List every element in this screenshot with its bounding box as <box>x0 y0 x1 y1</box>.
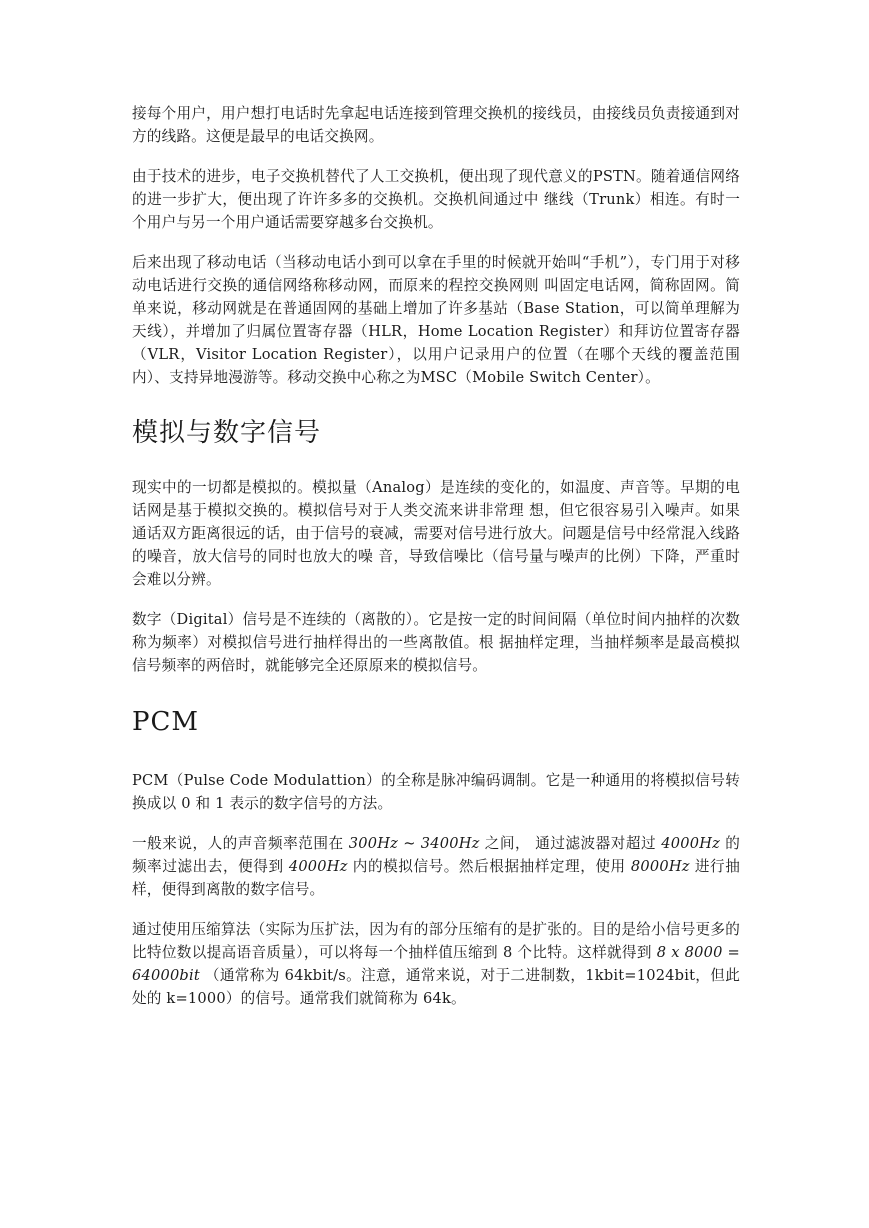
freq-4000hz-a: 4000Hz <box>661 835 721 852</box>
pcm-p2-text-b: ~ <box>398 835 421 852</box>
intro-paragraph-2: 由于技术的进步，电子交换机替代了人工交换机，便出现了现代意义的PSTN。随着通信网络的进一步扩大，便出现了许许多多的交换机。交换机间通过中 继线（Trunk）相连。有时一个用户与另一个用户通话需要穿越多台交换机。 <box>132 168 740 231</box>
pcm-paragraph-1: PCM（Pulse Code Modulattion）的全称是脉冲编码调制。它是一种通用的将模拟信号转换成以 0 和 1 表示的数字信号的方法。 <box>132 772 740 812</box>
freq-4000hz-b: 4000Hz <box>288 858 348 875</box>
intro-paragraph-1: 接每个用户，用户想打电话时先拿起电话连接到管理交换机的接线员，由接线员负责接通到对方的线路。这便是最早的电话交换网。 <box>132 105 740 145</box>
pcm-p2-text-d: 的频率过滤出去，便得到 <box>132 835 741 875</box>
freq-3400hz: 3400Hz <box>420 835 480 852</box>
pcm-p3-text-b: （通常称为 64kbit/s。注意，通常来说，对于二进制数，1kbit=1024bit，但此处的 k=1000）的信号。通常我们就简称为 64k。 <box>132 967 740 1007</box>
intro-paragraph-3: 后来出现了移动电话（当移动电话小到可以拿在手里的时候就开始叫“手机”），专门用于对移动电话进行交换的通信网络称移动网，而原来的程控交换网则 叫固定电话网，简称固网。简单来说，移动网就是在普通固网的基础上增加了许多基站（Base Station，可以简单理解为天线），并增加了归属位置寄存器（HLR，Home Location Register）和拜访位置寄存器（VLR，Visitor Location Register），以用户记录用户的位置（在哪个天线的覆盖范围内）、支持异地漫游等。移动交换中心称之为MSC（Mobile Switch Center）。 <box>132 254 740 386</box>
freq-300hz: 300Hz <box>348 835 399 852</box>
document-page <box>132 102 740 1010</box>
section-heading-pcm: PCM <box>132 707 200 737</box>
freq-8000hz: 8000Hz <box>630 858 690 875</box>
bitrate-formula: 8 x 8000 = 64000bit <box>132 944 740 984</box>
digital-paragraph-2: 数字（Digital）信号是不连续的（离散的）。它是按一定的时间间隔（单位时间内抽样的次数称为频率）对模拟信号进行抽样得出的一些离散值。根 据抽样定理，当抽样频率是最高模拟信号频率的两倍时，就能够完全还原原来的模拟信号。 <box>132 611 740 674</box>
pcm-p2-text-e: 内的模拟信号。然后根据抽样定理，使用 <box>347 858 631 875</box>
pcm-p3-text-a: 通过使用压缩算法（实际为压扩法，因为有的部分压缩有的是扩张的。目的是给小信号更多的比特位数以提高语音质量），可以将每一个抽样值压缩到 8 个比特。这样就得到 <box>132 921 740 961</box>
pcm-paragraph-3 <box>132 918 740 1010</box>
analog-paragraph-1: 现实中的一切都是模拟的。模拟量（Analog）是连续的变化的，如温度、声音等。早期的电话网是基于模拟交换的。模拟信号对于人类交流来讲非常理 想，但它很容易引入噪声。如果通话双方距离很远的话，由于信号的衰减，需要对信号进行放大。问题是信号中经常混入线路的噪音，放大信号的同时也放大的噪 音，导致信噪比（信号量与噪声的比例）下降，严重时会难以分辨。 <box>132 479 740 588</box>
pcm-p2-text-c: 之间， 通过滤波器对超过 <box>479 835 662 852</box>
pcm-paragraph-2 <box>132 832 740 901</box>
pcm-p2-text-f: 进行抽样，便得到离散的数字信号。 <box>132 858 740 898</box>
section-heading-analog-digital: 模拟与数字信号 <box>132 418 322 448</box>
pcm-p2-text-a: 一般来说，人的声音频率范围在 <box>132 835 349 852</box>
